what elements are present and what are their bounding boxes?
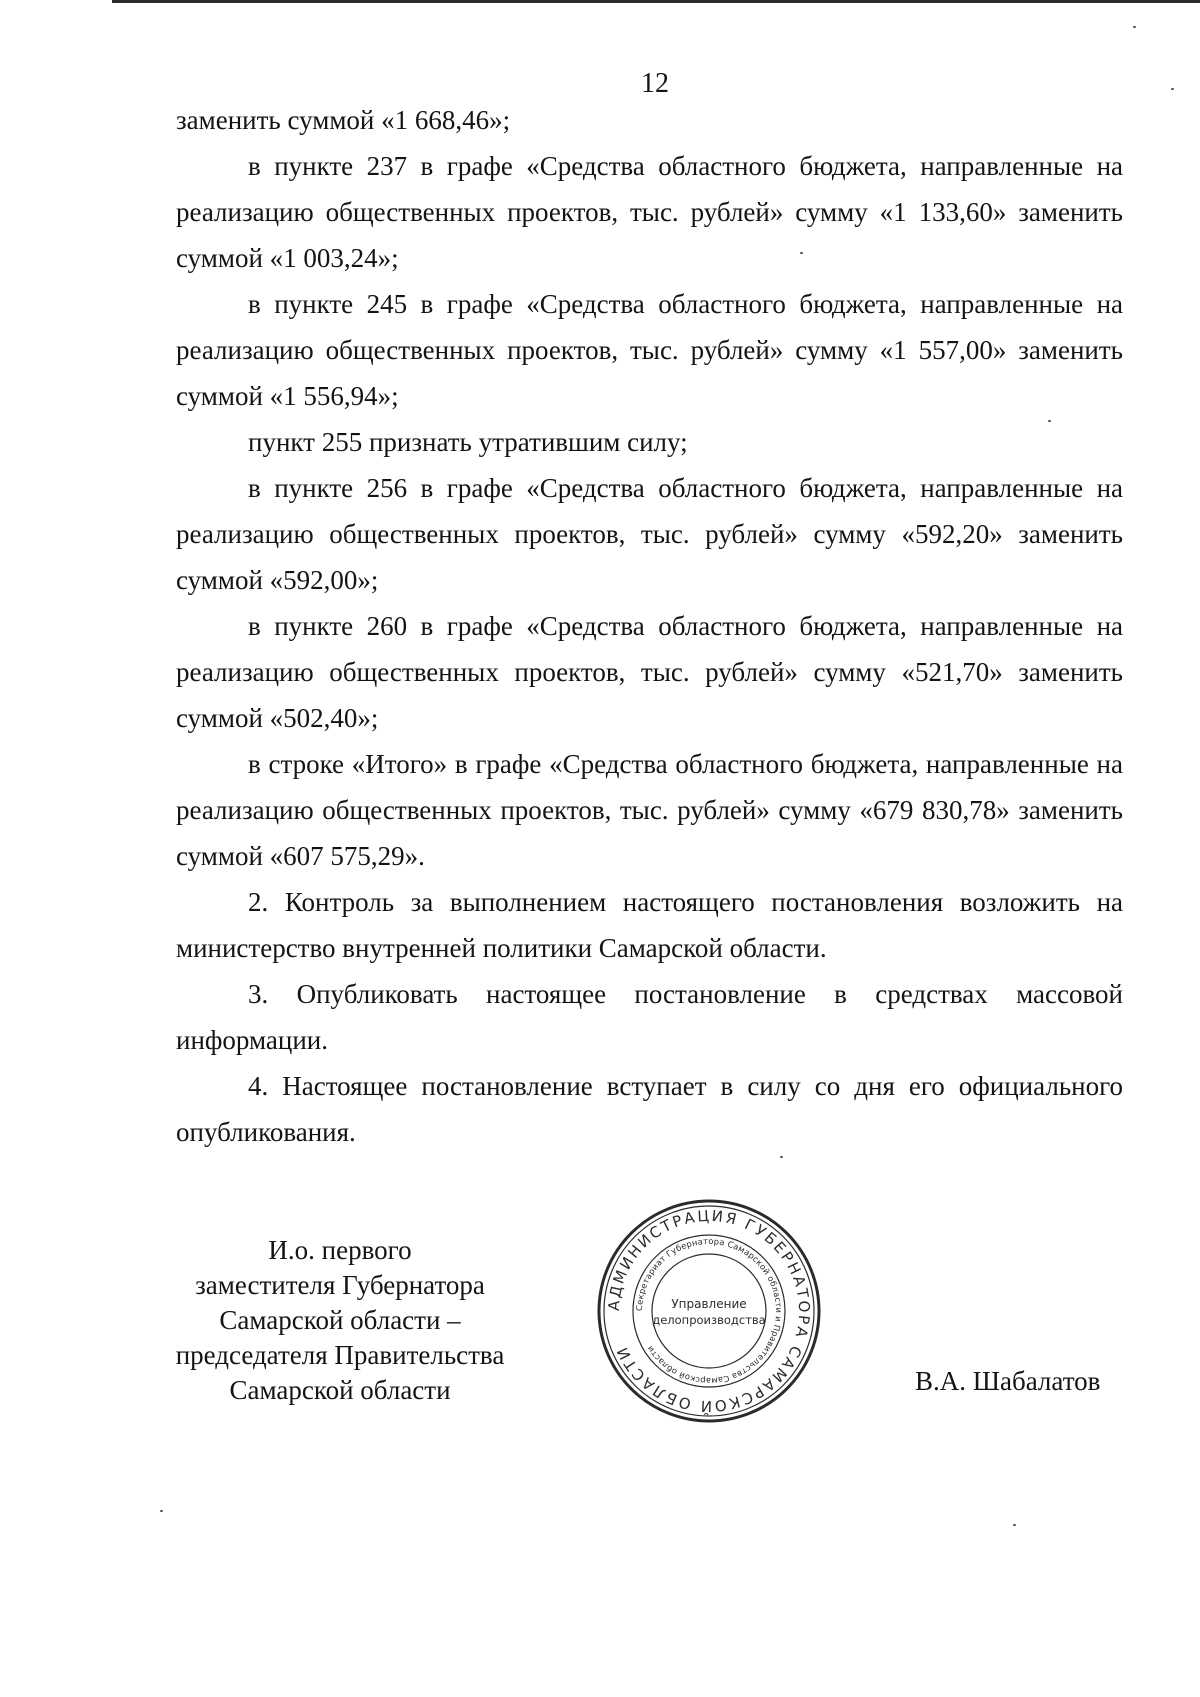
signatory-title-line: заместителя Губернатора	[195, 1270, 485, 1300]
paragraph-item-260: в пункте 260 в графе «Средства областного бюджета, направленные на реализацию общественных проектов, тыс. рублей» сумму «521,70» заменить суммой «502,40»;	[176, 611, 1123, 733]
paragraph-clause-3: 3. Опубликовать настоящее постановление в средствах массовой информации.	[176, 979, 1123, 1055]
paragraph-item-237: в пункте 237 в графе «Средства областного бюджета, направленные на реализацию общественных проектов, тыс. рублей» сумму «1 133,60» заменить суммой «1 003,24»;	[176, 151, 1123, 273]
paragraph-clause-2: 2. Контроль за выполнением настоящего постановления возложить на министерство внутренней политики Самарской области.	[176, 887, 1123, 963]
paragraph-continuation: заменить суммой «1 668,46»;	[176, 105, 511, 135]
scan-speck	[1013, 1524, 1016, 1526]
seal-inner-text: Секретариат Губернатора Самарской области и Правительства Самарской области	[633, 1235, 785, 1387]
official-seal	[594, 1196, 824, 1426]
seal-outer-text: АДМИНИСТРАЦИЯ ГУБЕРНАТОРА САМАРСКОЙ ОБЛАСТИ	[604, 1206, 814, 1416]
scan-speck	[160, 1510, 163, 1512]
seal-center-line-1: Управление	[671, 1297, 747, 1311]
paragraph-total-row: в строке «Итого» в графе «Средства областного бюджета, направленные на реализацию общественных проектов, тыс. рублей» сумму «679 830,78» заменить суммой «607 575,29».	[176, 749, 1123, 871]
top-border-line	[112, 0, 1200, 3]
scan-speck	[1133, 26, 1136, 28]
signatory-title	[150, 1233, 530, 1408]
page-number: 12	[641, 68, 669, 99]
signatory-name: В.А. Шабалатов	[915, 1366, 1101, 1396]
signatory-title-line: И.о. первого	[268, 1235, 412, 1265]
signatory-title-line: председателя Правительства	[175, 1340, 505, 1370]
seal-center-line-2: делопроизводства	[652, 1313, 766, 1327]
signatory-title-line: Самарской области –	[219, 1305, 461, 1335]
signatory-title-line: Самарской области	[229, 1375, 451, 1405]
scan-speck	[1171, 88, 1174, 90]
scan-speck	[780, 1156, 783, 1158]
paragraph-clause-4: 4. Настоящее постановление вступает в силу со дня его официального опубликования.	[176, 1071, 1123, 1147]
scan-speck	[1048, 420, 1051, 422]
paragraph-item-255: пункт 255 признать утратившим силу;	[248, 427, 688, 457]
paragraph-item-245: в пункте 245 в графе «Средства областного бюджета, направленные на реализацию общественных проектов, тыс. рублей» сумму «1 557,00» заменить суммой «1 556,94»;	[176, 289, 1123, 411]
paragraph-item-256: в пункте 256 в графе «Средства областного бюджета, направленные на реализацию общественных проектов, тыс. рублей» сумму «592,20» заменить суммой «592,00»;	[176, 473, 1123, 595]
document-body	[176, 97, 1123, 1155]
scan-speck	[800, 252, 803, 254]
